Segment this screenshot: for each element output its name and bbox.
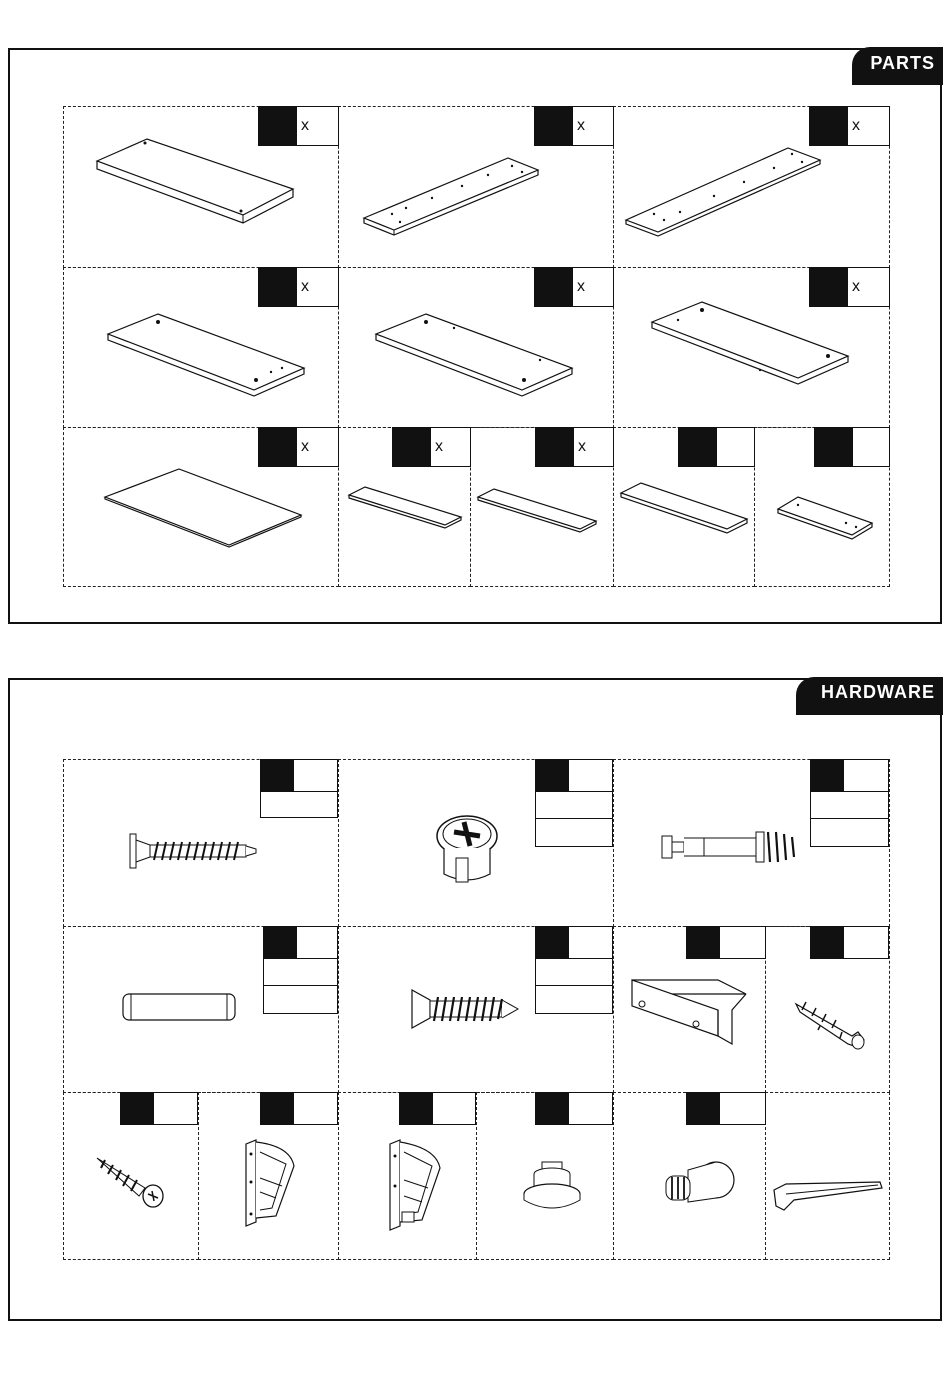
part-code-box [810,107,848,145]
small-drilled-strip-icon [776,495,876,539]
qty-mark [717,428,754,466]
hardware-code-box [811,760,844,791]
hardware-title: HARDWARE [796,677,943,715]
wooden-dowel-icon [117,992,241,1022]
qty-mark: x [852,117,860,134]
hardware-qty-box [686,926,766,959]
shelf-board-a-icon [106,312,308,398]
shelf-board-b-icon [374,312,576,398]
allen-key-icon [772,1176,884,1216]
part-code-box [535,268,573,306]
qty-mark: x [435,438,443,455]
hardware-qty-box [120,1092,198,1125]
hardware-code-box [264,927,297,958]
hardware-code-box [536,760,569,791]
hinge-left-icon [242,1138,302,1226]
part-code-box [815,428,853,466]
qty-mark: x [577,278,585,295]
hardware-qty-box [535,759,613,847]
part-code-box [259,428,297,466]
qty-mark: x [301,438,309,455]
leveling-foot-icon [520,1160,584,1212]
qty-row [811,792,888,819]
qty-box [258,267,339,307]
long-board-thick-icon [95,137,297,227]
hardware-code-box [687,927,720,959]
part-code-box [535,107,573,145]
angle-bracket-icon [626,976,750,1046]
qty-row [811,819,888,846]
qty-row [261,792,337,819]
qty-row [536,959,612,986]
hardware-qty-box [260,759,338,818]
shelf-board-c-icon [650,300,852,386]
hardware-qty-box [535,926,613,1014]
qty-box [678,427,755,467]
pan-head-screw-icon [95,1156,167,1208]
qty-mark: x [301,117,309,134]
hardware-code-box [261,760,294,791]
qty-box [534,267,614,307]
part-code-box [259,268,297,306]
qty-mark: x [577,117,585,134]
cam-lock-icon [434,814,500,886]
qty-mark: x [578,438,586,455]
qty-row [536,986,612,1013]
qty-row [264,959,337,986]
narrow-strip-b-icon [476,487,600,533]
qty-box [535,427,614,467]
threaded-insert-icon [662,1160,738,1212]
hardware-qty-box [263,926,338,1014]
hardware-code-box [261,1093,294,1125]
qty-row [536,819,612,846]
cam-bolt-icon [660,828,800,866]
qty-box [534,106,614,146]
hardware-qty-box [260,1092,338,1125]
qty-box [392,427,471,467]
qty-box [814,427,890,467]
qty-row [264,986,337,1013]
countersunk-screw-icon [410,988,520,1030]
wood-screw-icon [128,832,260,870]
qty-mark: x [852,278,860,295]
hardware-qty-box [399,1092,476,1125]
hardware-code-box [121,1093,154,1125]
qty-box [809,106,890,146]
wall-plug-icon [792,996,872,1054]
qty-box [258,427,339,467]
hardware-qty-box [810,759,889,847]
long-panel-drilled-2-icon [624,146,824,236]
hardware-code-box [400,1093,433,1125]
hardware-code-box [536,1093,569,1125]
part-code-box [536,428,574,466]
part-code-box [393,428,431,466]
hardware-code-box [687,1093,720,1125]
back-panel-icon [103,467,305,553]
hardware-qty-box [686,1092,766,1125]
narrow-strip-a-icon [347,485,465,529]
qty-mark: x [301,278,309,295]
parts-title: PARTS [852,47,943,85]
narrow-strip-c-icon [619,481,751,535]
hardware-qty-box [810,926,889,959]
part-code-box [679,428,717,466]
hinge-right-icon [386,1138,446,1230]
hardware-code-box [536,927,569,958]
qty-row [536,792,612,819]
hardware-code-box [811,927,844,959]
hardware-qty-box [535,1092,613,1125]
qty-mark [853,428,889,466]
long-panel-drilled-icon [362,156,542,240]
